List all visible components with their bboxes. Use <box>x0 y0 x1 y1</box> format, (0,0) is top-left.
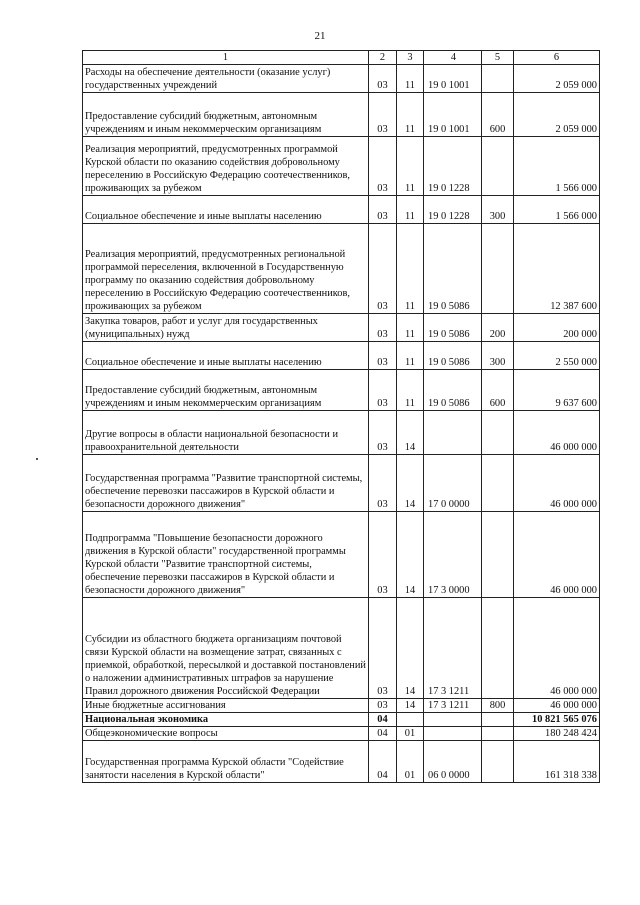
row-name: Реализация мероприятий, предусмотренных региональной программой переселения, включенной в Государственную программу по оказанию содействия добровольному переселению в Российскую Федерацию соотечественников, проживающих за рубежом <box>83 224 369 314</box>
row-subsection: 11 <box>397 137 424 196</box>
row-target-article: 19 0 5086 <box>424 314 482 342</box>
row-amount: 12 387 600 <box>514 224 600 314</box>
row-expense-type <box>482 727 514 741</box>
row-amount: 46 000 000 <box>514 512 600 598</box>
row-expense-type: 800 <box>482 699 514 713</box>
row-section: 03 <box>369 699 397 713</box>
table-row <box>83 512 600 598</box>
row-subsection: 11 <box>397 196 424 224</box>
row-amount: 161 318 338 <box>514 741 600 783</box>
table-row <box>83 342 600 370</box>
row-amount: 2 059 000 <box>514 65 600 93</box>
row-target-article: 19 0 5086 <box>424 370 482 411</box>
table-row <box>83 314 600 342</box>
row-amount: 46 000 000 <box>514 411 600 455</box>
row-target-article: 17 0 0000 <box>424 455 482 512</box>
row-section: 04 <box>369 741 397 783</box>
row-section: 04 <box>369 727 397 741</box>
table-row <box>83 455 600 512</box>
row-subsection: 14 <box>397 455 424 512</box>
row-name: Субсидии из областного бюджета организациям почтовой связи Курской области на возмещение затрат, связанных с приемкой, обработкой, пересылкой и доставкой постановлений о наложении административных штрафов за нарушение Правил дорожного движения Российской Федерации <box>83 598 369 699</box>
row-section: 03 <box>369 411 397 455</box>
row-expense-type <box>482 224 514 314</box>
row-name: Социальное обеспечение и иные выплаты населению <box>83 196 369 224</box>
row-target-article: 17 3 1211 <box>424 598 482 699</box>
row-section: 03 <box>369 342 397 370</box>
row-expense-type <box>482 741 514 783</box>
row-target-article: 17 3 1211 <box>424 699 482 713</box>
row-expense-type: 600 <box>482 93 514 137</box>
row-expense-type <box>482 411 514 455</box>
table-row <box>83 65 600 93</box>
table-row <box>83 370 600 411</box>
row-amount: 2 550 000 <box>514 342 600 370</box>
row-subsection: 11 <box>397 224 424 314</box>
row-expense-type: 300 <box>482 196 514 224</box>
row-name: Национальная экономика <box>83 713 369 727</box>
row-subsection: 14 <box>397 411 424 455</box>
row-expense-type <box>482 137 514 196</box>
row-section: 03 <box>369 137 397 196</box>
header-col-3: 3 <box>397 51 424 65</box>
row-amount: 2 059 000 <box>514 93 600 137</box>
row-section: 03 <box>369 224 397 314</box>
row-name: Социальное обеспечение и иные выплаты населению <box>83 342 369 370</box>
row-subsection: 11 <box>397 65 424 93</box>
row-target-article: 19 0 1001 <box>424 65 482 93</box>
row-subsection: 14 <box>397 699 424 713</box>
row-section: 03 <box>369 196 397 224</box>
row-name: Иные бюджетные ассигнования <box>83 699 369 713</box>
row-section: 03 <box>369 314 397 342</box>
header-col-6: 6 <box>514 51 600 65</box>
row-name: Подпрограмма "Повышение безопасности дорожного движения в Курской области" государственной программы Курской области "Развитие транспортной системы, обеспечение перевозки пассажиров в Курской области и безопасности дорожного движения" <box>83 512 369 598</box>
row-section: 03 <box>369 455 397 512</box>
row-expense-type <box>482 512 514 598</box>
row-expense-type: 200 <box>482 314 514 342</box>
row-name: Общеэкономические вопросы <box>83 727 369 741</box>
row-target-article: 06 0 0000 <box>424 741 482 783</box>
table-row <box>83 196 600 224</box>
table-header-row <box>83 51 600 65</box>
row-section: 04 <box>369 713 397 727</box>
row-amount: 200 000 <box>514 314 600 342</box>
table-row <box>83 93 600 137</box>
row-target-article <box>424 713 482 727</box>
table-row <box>83 598 600 699</box>
header-col-4: 4 <box>424 51 482 65</box>
row-subsection: 14 <box>397 512 424 598</box>
row-name: Другие вопросы в области национальной безопасности и правоохранительной деятельности <box>83 411 369 455</box>
row-section: 03 <box>369 598 397 699</box>
row-expense-type <box>482 713 514 727</box>
row-subsection: 11 <box>397 370 424 411</box>
row-subsection: 11 <box>397 93 424 137</box>
row-name: Предоставление субсидий бюджетным, автономным учреждениям и иным некоммерческим организациям <box>83 93 369 137</box>
row-target-article: 19 0 1001 <box>424 93 482 137</box>
table-row <box>83 713 600 727</box>
row-section: 03 <box>369 93 397 137</box>
row-amount: 1 566 000 <box>514 137 600 196</box>
row-expense-type: 600 <box>482 370 514 411</box>
row-section: 03 <box>369 65 397 93</box>
row-target-article: 19 0 1228 <box>424 196 482 224</box>
header-col-1: 1 <box>83 51 369 65</box>
row-name: Закупка товаров, работ и услуг для государственных (муниципальных) нужд <box>83 314 369 342</box>
row-subsection: 11 <box>397 314 424 342</box>
row-amount: 1 566 000 <box>514 196 600 224</box>
row-expense-type <box>482 65 514 93</box>
scan-speck <box>36 458 38 460</box>
row-name: Государственная программа "Развитие транспортной системы, обеспечение перевозки пассажиров в Курской области и безопасности дорожного движения" <box>83 455 369 512</box>
page-number: 21 <box>314 30 326 42</box>
row-subsection: 11 <box>397 342 424 370</box>
row-amount: 46 000 000 <box>514 699 600 713</box>
row-target-article: 17 3 0000 <box>424 512 482 598</box>
budget-table <box>82 50 600 783</box>
table-row <box>83 741 600 783</box>
row-target-article: 19 0 5086 <box>424 342 482 370</box>
row-amount: 46 000 000 <box>514 598 600 699</box>
row-amount: 10 821 565 076 <box>514 713 600 727</box>
header-col-2: 2 <box>369 51 397 65</box>
row-target-article: 19 0 5086 <box>424 224 482 314</box>
row-expense-type: 300 <box>482 342 514 370</box>
row-name: Предоставление субсидий бюджетным, автономным учреждениям и иным некоммерческим организациям <box>83 370 369 411</box>
table-row <box>83 137 600 196</box>
row-amount: 180 248 424 <box>514 727 600 741</box>
row-target-article: 19 0 1228 <box>424 137 482 196</box>
row-section: 03 <box>369 370 397 411</box>
row-subsection: 01 <box>397 727 424 741</box>
row-subsection <box>397 713 424 727</box>
row-amount: 9 637 600 <box>514 370 600 411</box>
table-row <box>83 727 600 741</box>
table-row <box>83 224 600 314</box>
row-name: Государственная программа Курской области "Содействие занятости населения в Курской области" <box>83 741 369 783</box>
row-subsection: 01 <box>397 741 424 783</box>
row-expense-type <box>482 598 514 699</box>
row-expense-type <box>482 455 514 512</box>
row-amount: 46 000 000 <box>514 455 600 512</box>
table-row <box>83 699 600 713</box>
row-target-article <box>424 411 482 455</box>
header-col-5: 5 <box>482 51 514 65</box>
row-name: Реализация мероприятий, предусмотренных программой Курской области по оказанию содействия добровольному переселению в Российскую Федерацию соотечественников, проживающих за рубежом <box>83 137 369 196</box>
row-section: 03 <box>369 512 397 598</box>
table-row <box>83 411 600 455</box>
row-subsection: 14 <box>397 598 424 699</box>
row-name: Расходы на обеспечение деятельности (оказание услуг) государственных учреждений <box>83 65 369 93</box>
row-target-article <box>424 727 482 741</box>
